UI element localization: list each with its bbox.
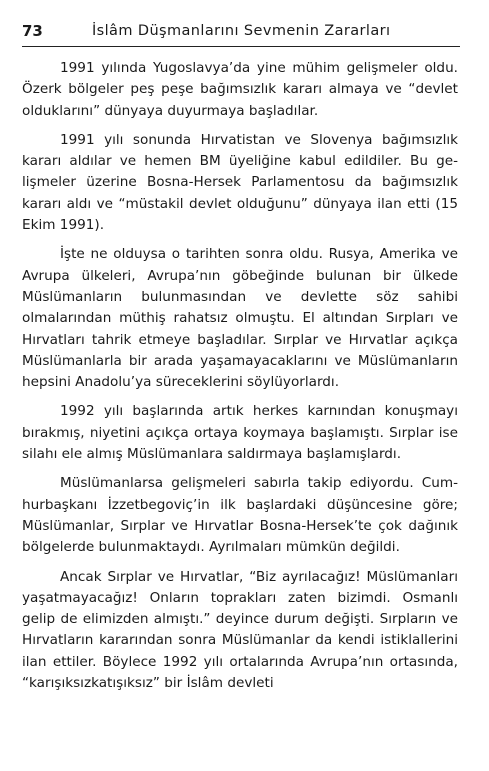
page-number: 73 xyxy=(22,22,43,40)
body-text xyxy=(22,58,458,702)
paragraph: Müslümanlarsa gelişmeleri sabırla takip ediyordu. Cumhurbaşkanı İzzetbegoviç’in ilk başlardaki düşüncesine göre; Müslümanlar, Sırplar ve Hırvatlar Bosna-Hersek’te çok dağınık bölgelerde bulunmaktaydı. Ayrılmaları mümkün değildi. xyxy=(22,475,458,556)
page-header xyxy=(22,20,460,47)
paragraph: 1991 yılı sonunda Hırvatistan ve Slovenya bağımsızlık kararı aldılar ve hemen BM üyeliğine kabul edildiler. Bu gelişmeler üzerine Bosna-Hersek Parlamentosu da bağımsızlık kararı aldı ve “müstakil devlet olduğunu” dünyaya ilan etti (15 Ekim 1991). xyxy=(22,131,458,234)
paragraph: 1992 yılı başlarında artık herkes karnından konuşmayı bırakmış, niyetini açıkça ortaya koymaya başlamıştı. Sırplar ise silahı ele almış Müslümanlara saldırmaya başlamışlardı. xyxy=(22,403,458,463)
paragraph: Ancak Sırplar ve Hırvatlar, “Biz ayrılacağız! Müslümanları yaşatmayacağız! Onların toprakları zaten bizimdi. Osmanlı gelip de elimizden almıştı.” deyince durum değişti. Sırpların ve Hırvatların kararından sonra Müslümanlar da kendi istiklallerini ilan ettiler. Böylece 1992 yılı ortalarında Avrupa’nın ortasında, “karışıksızkatışıksız” bir İslâm devleti xyxy=(22,568,458,692)
running-title: İslâm Düşmanlarını Sevmenin Zararları xyxy=(92,23,391,39)
paragraph: İşte ne olduysa o tarihten sonra oldu. Rusya, Amerika ve Avrupa ülkeleri, Avrupa’nın göbeğinde bulunan bir ülkede Müslümanların bulunmasından ve devlette söz sahibi olmalarından müthiş rahatsız olmuştu. El altından Sırpları ve Hırvatları tahrik etmeye başladılar. Sırplar ve Hırvatlar açıkça Müslümanlarla bir arada yaşamayacaklarını ve Müslümanların hepsini Anadolu’ya süreceklerini söylüyorlardı. xyxy=(22,246,458,391)
paragraph: 1991 yılında Yugoslavya’da yine mühim gelişmeler oldu. Özerk bölgeler peş peşe bağımsızlık kararı almaya ve “devlet olduklarını” dünyaya duyurmaya başladılar. xyxy=(22,60,458,119)
